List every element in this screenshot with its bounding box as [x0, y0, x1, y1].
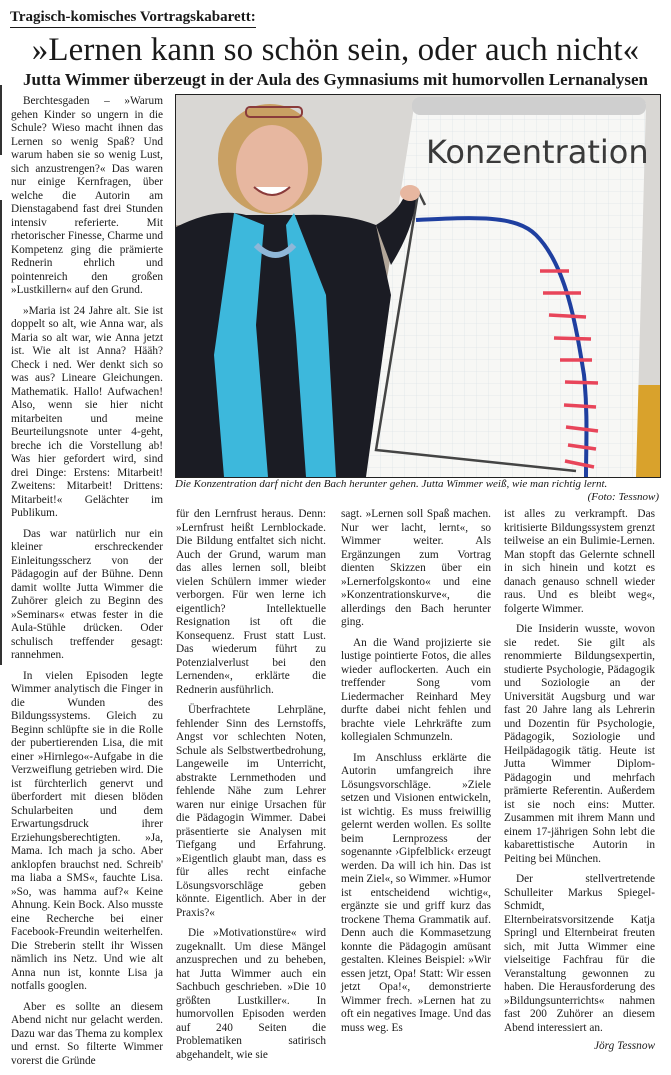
paragraph: ist alles zu verkrampft. Das kritisierte Bildungssystem grenzt teilweise an ein Bulimie-Lernen. Man stopft das Gelernte schnell in sich hinein und kotzt es danach genauso schnell wieder raus. Und es bleibt weg«, folgerte Wimmer. [504, 508, 655, 615]
margin-rule [0, 200, 2, 665]
article-column-4 [504, 508, 655, 1054]
paragraph: Das war natürlich nur ein kleiner erschreckender Einleitungsscherz von der Pädagogin auf der Bühne. Denn damit wollte Jutta Wimmer die Zuhörer gleich zu Beginn des »Seminars« etwas fester in die Aula-Stühle drücken. Oder schulisch treffender gesagt: rannehmen. [11, 527, 163, 661]
article-column-1 [11, 95, 163, 1075]
paragraph: Im Anschluss erklärte die Autorin umfangreich ihre Lösungsvorschläge. »Ziele setzen und Visionen entwickeln, ist wichtig. Es muss freiwillig gelernt werden wollen. Es sollte beim Lernprozess der sogenannte ›Gipfelblick‹ erzeugt werden. Da will ich hin. Das ist mein Ziel«, so Wimmer. »Humor ist entscheidend wichtig«, ergänzte sie und griff kurz das trockene Thema Grammatik auf. Denn auch die Kommasetzung konnte die Pädagogin amüsant gestalten. Kleines Beispiel: »Wir essen jetzt, Opa! Statt: Wir essen jetzt Opa!«, demonstrierte Wimmer frech. »Lernen hat zu oft ein negatives Image. Und das muss weg. Es [341, 751, 491, 1034]
caption-text: Die Konzentration darf nicht den Bach herunter gehen. Jutta Wimmer weiß, wie man richtig lernt. [175, 478, 608, 490]
photo-credit: (Foto: Tessnow) [587, 491, 659, 503]
paragraph: An die Wand projizierte sie lustige pointierte Fotos, die alles wieder auflockerten. Auch ein treffender Song vom Liedermacher Reinhard Mey durfte dabei nicht fehlen und brachte viele Lehrkräfte zum kollegialen Schmunzeln. [341, 636, 491, 743]
flipchart-bar [412, 97, 646, 115]
paragraph: »Maria ist 24 Jahre alt. Sie ist doppelt so alt, wie Anna war, als Maria so alt war, wie Anna jetzt ist. Wie alt ist Anna? Hääh? Check i ned. Wer denkt sich so was aus? Lineare Gleichungen. Mathematik. Hallo! Aufwachen! Also, wenn sie hier nicht mitarbeiten und meine Beurteilungsnote unter 4-geht, breche ich die Vorstellung ab! Was hier gefordert wird, sind drei Dinge: Erstens: Mitarbeit! Zweitens: Mitarbeit! Drittens: Mitarbeit!« Gelächter im Publikum. [11, 304, 163, 519]
paragraph: Überfrachtete Lehrpläne, fehlender Sinn des Lernstoffs, Angst vor schlechten Noten, Schule als Selbstwertbedrohung, Langeweile im Unterricht, abstrakte Lernmethoden und fehlende Nähe zum Lehrer waren nur einige Ursachen für die Pädagogin Wimmer. Dabei präsentierte sie Analysen mit Tiefgang und Erfahrung. »Eigentlich glaubt man, dass es für alles recht einfache Lösungsvorschläge geben könnte. Eigentlich. Aber in der Praxis?« [176, 704, 326, 919]
margin-rule [0, 85, 2, 155]
paragraph: In vielen Episoden legte Wimmer analytisch die Finger in die Wunden des Bildungssystems. Gleich zu Beginn schlüpfte sie in die Rolle der pubertierenden Lisa, die mit einer »Hirnlego«-Aufgabe in die Verzweiflung getrieben wird. Die ist fürchterlich genervt und überfordert mit diesen blöden Schularbeiten und dem Erwartungsdruck ihrer Erziehungsberechtigten. »Ja, Mama. Ich mach ja scho. Aber anklopfen brauchst ned. Schreib' ma liaba a SMS«, fauchte Lisa. »So, was hamma auf?« Keine Ahnung. Kein Bock. Also musste eine Recherche bei einer Facebook-Freundin weiterhelfen. Die Streberin stellt ihr Wissen nämlich ins Netz. Und wie alt Anna nun ist, konnte Lisa ja notfalls googlen. [11, 669, 163, 992]
photo-caption [175, 478, 659, 504]
photo-illustration [176, 95, 660, 477]
paragraph: sagt. »Lernen soll Spaß machen. Nur wer lacht, lernt«, so Wimmer weiter. Als Ergänzungen zum Vortrag dienten Skizzen über ein »Lernerfolgskonto« und eine »Konzentrationskurve«, die allerdings den Bach herunter ging. [341, 508, 491, 628]
article-column-2 [176, 508, 326, 1069]
face [236, 125, 308, 213]
article-headline: »Lernen kann so schön sein, oder auch nicht« [31, 32, 640, 68]
paragraph: Die »Motivationstüre« wird zugeknallt. Um diese Mängel anzusprechen und zu beheben, hat Jutta Wimmer auch ein Sachbuch geschrieben. »Die 10 größten Lustkiller«. In humorvollen Episoden werden auf 240 Seiten die Problematiken satirisch abgehandelt, wie sie [176, 927, 326, 1061]
paragraph: Die Insiderin wusste, wovon sie redet. Sie gilt als renommierte Bildungsexpertin, studierte Psychologie, Pädagogik und Soziologie an der Universität Augsburg und war fast 20 Jahre lang als Lehrerin und Dozentin für Psychologie, Pädagogik, Soziologie und Heilpädagogik tätig. Heute ist Jutta Wimmer Diplom-Pädagogin und mehrfach prämierte Referentin. Außerdem ist sie noch eins: Mutter. Zusammen mit ihrem Mann und einem 17-jährigen Sohn lebt die kabarettistische Autorin in Peiting bei München. [504, 623, 655, 865]
hand [400, 185, 420, 201]
paragraph: Der stellvertretende Schulleiter Markus Spiegel-Schmidt, Elternbeiratsvorsitzende Katja Springl und Elternbeirat freuten sich, mit Jutta Wimmer eine vielseitige Fachfrau für die Veranstaltung gewonnen zu haben. Die Herausforderung des »Bildungsunterrichts« nahmen fast 200 Zuhörer an diesem Abend interessiert an. [504, 873, 655, 1034]
flipchart-title: Konzentration [426, 133, 649, 171]
article-column-3 [341, 508, 491, 1042]
author-byline: Jörg Tessnow [594, 1040, 655, 1052]
article-photo [175, 94, 661, 478]
paragraph: Berchtesgaden – »Warum gehen Kinder so ungern in die Schule? Wieso macht ihnen das Lernen so wenig Spaß? Und warum haben sie so wenig Lust, sich anzustrengen?« Das waren nur einige Kernfragen, über welche die Autorin am Dienstagabend fast drei Stunden intensiv referierte. Mit rhetorischer Finesse, Charme und Kompetenz ging die prämierte Rednerin ehrlich und pointenreich den großen »Lustkillern« auf den Grund. [11, 95, 163, 296]
article-kicker: Tragisch-komisches Vortragskabarett: [10, 8, 256, 28]
paragraph: für den Lernfrust heraus. Denn: »Lernfrust heißt Lernblockade. Die Bildung entfaltet sich nicht. Auch der Grund, warum man das alles lernen soll, bleibt vielen Schülern immer wieder verborgen. Für wen lerne ich eigentlich? Intellektuelle Resignation ist oft die Konsequenz. Frust statt Lust. Das wiederum führt zu Potenzialverlust bei den Lernenden«, erklärte die Rednerin ausführlich. [176, 508, 326, 696]
article-subheadline: Jutta Wimmer überzeugt in der Aula des Gymnasiums mit humorvollen Lernanalysen [23, 70, 648, 89]
paragraph: Aber es sollte an diesem Abend nicht nur gelacht werden. Dazu war das Thema zu komplex und ernst. So filterte Wimmer vorerst die Gründe [11, 1000, 163, 1067]
